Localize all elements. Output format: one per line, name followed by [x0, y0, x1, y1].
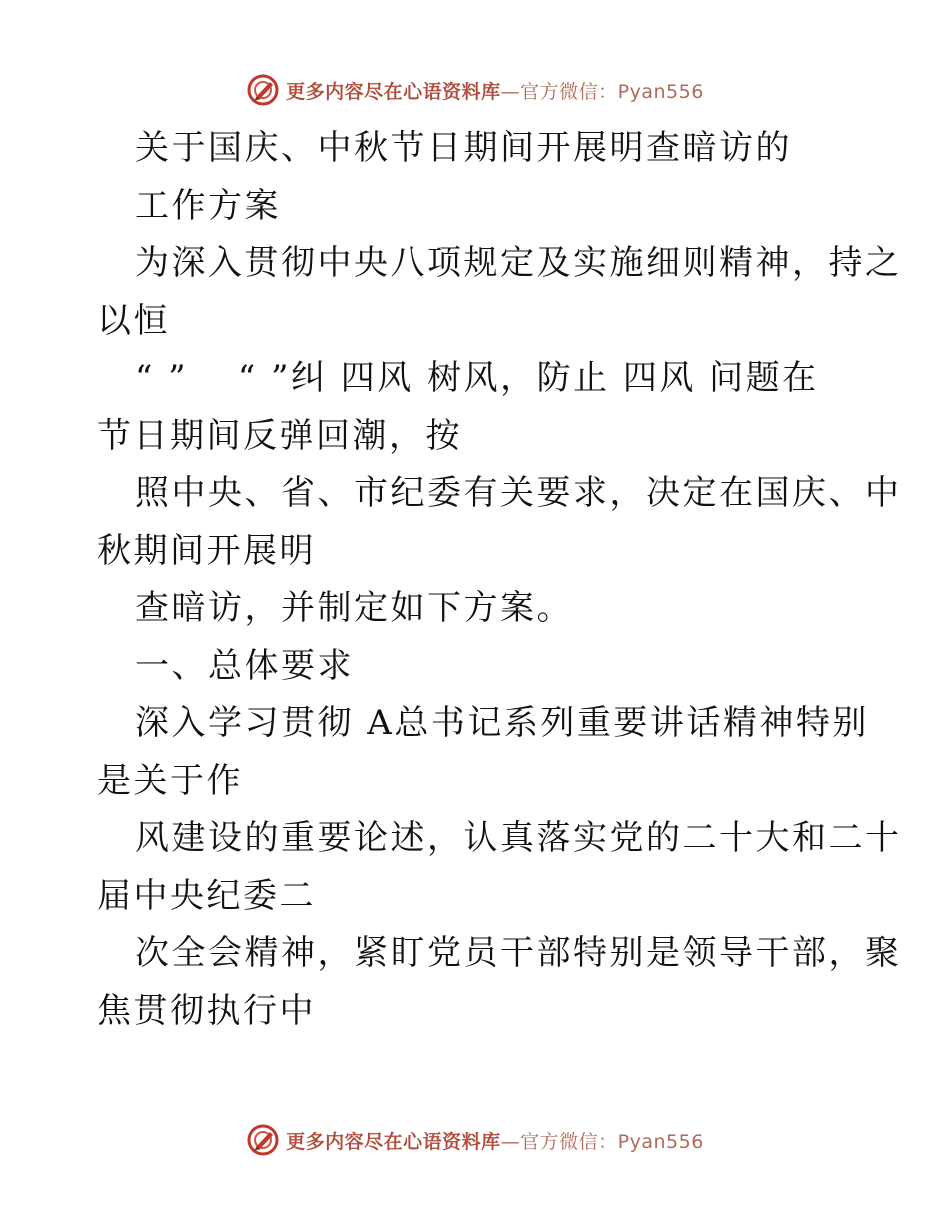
text-line: 照中央、省、市纪委有关要求，决定在国庆、中: [135, 473, 902, 513]
text-line: 秋期间开展明: [97, 530, 316, 571]
text-line: 以恒: [97, 300, 170, 341]
watermark-main: 更多内容尽在心语资料库: [286, 80, 501, 103]
header-watermark: [0, 70, 950, 110]
library-logo-icon: [246, 1123, 280, 1157]
text-line: 次全会精神，紧盯党员干部特别是领导干部，聚: [135, 933, 902, 973]
document-body: [97, 120, 902, 1040]
text-line: “ ” “ ”纠 四风 树风，防止 四风 问题在: [135, 358, 819, 398]
watermark-main: 更多内容尽在心语资料库: [286, 1130, 501, 1153]
text-line: 届中央纪委二: [97, 875, 316, 916]
watermark-suffix: 官方微信：Pyan556: [520, 80, 704, 103]
watermark-text: [286, 1127, 704, 1154]
library-logo-icon: [246, 73, 280, 107]
text-line: 是关于作: [97, 760, 243, 801]
watermark-dash: —: [500, 80, 521, 103]
text-line: 查暗访，并制定如下方案。: [135, 588, 573, 628]
text-line: 深入学习贯彻 A总书记系列重要讲话精神特别: [135, 703, 869, 743]
text-line: 节日期间反弹回潮，按: [97, 415, 462, 456]
watermark-text: [286, 77, 704, 104]
text-line: 一、总体要求: [135, 645, 354, 686]
watermark-dash: —: [500, 1130, 521, 1153]
text-line: 关于国庆、中秋节日期间开展明查暗访的: [135, 128, 792, 168]
footer-watermark: [0, 1120, 950, 1160]
text-line: 为深入贯彻中央八项规定及实施细则精神，持之: [135, 243, 902, 283]
watermark-suffix: 官方微信：Pyan556: [520, 1130, 704, 1153]
text-line: 工作方案: [135, 185, 281, 226]
text-line: 焦贯彻执行中: [97, 990, 316, 1031]
text-line: 风建设的重要论述，认真落实党的二十大和二十: [135, 818, 902, 858]
